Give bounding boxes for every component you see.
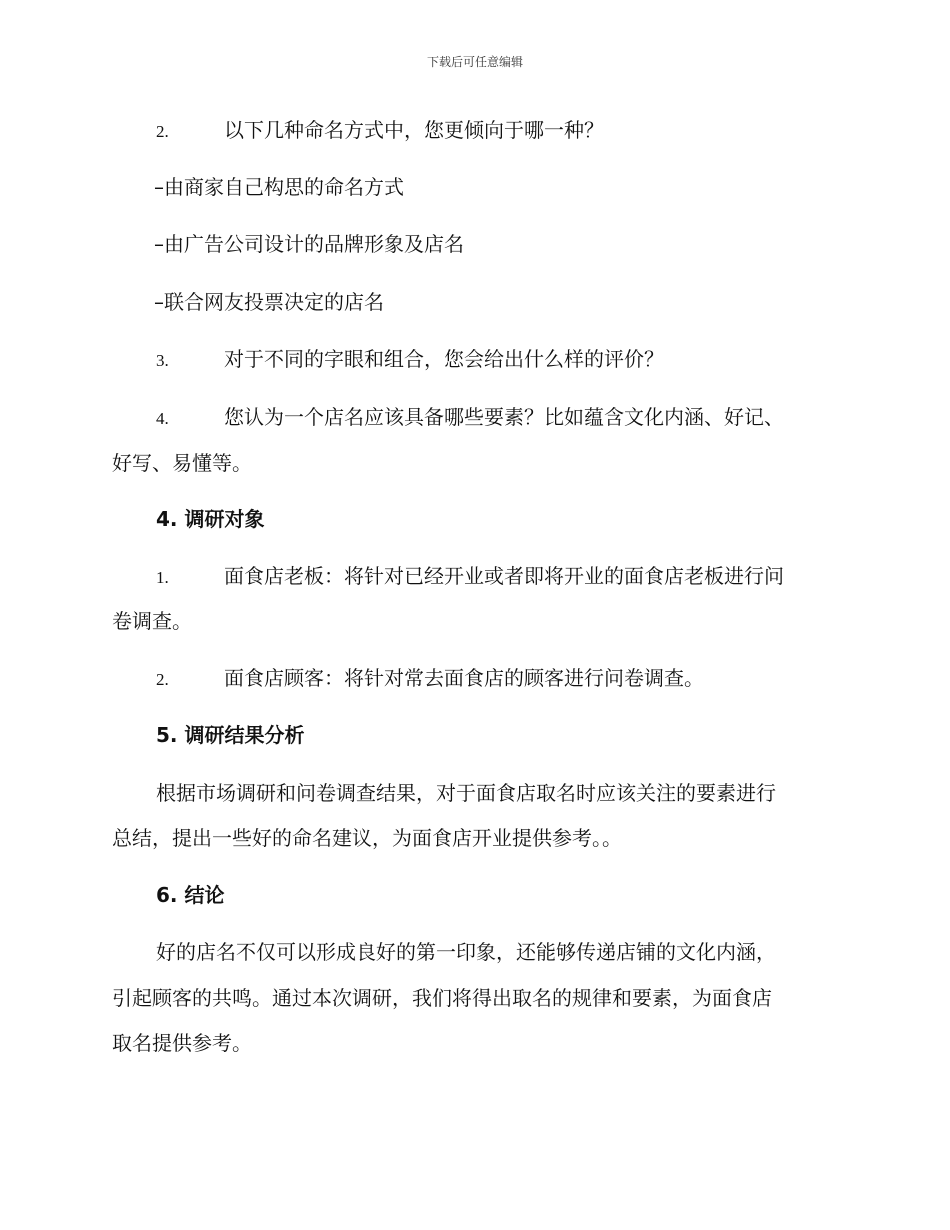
page-header: 下载后可任意编辑 [426, 55, 523, 69]
paragraph-line: 总结，提出一些好的命名建议，为面食店开业提供参考。。 [112, 826, 622, 850]
item-continuation: 卷调查。 [112, 609, 192, 633]
section-heading: 6. 结论 [156, 883, 225, 907]
question-item [156, 118, 604, 144]
option-item: –由商家自己构思的命名方式 [154, 175, 404, 199]
question-text: 您认为一个店名应该具备哪些要素？比如蕴含文化内涵、好记、 [224, 405, 784, 429]
question-number: 4. [156, 409, 169, 428]
item-number: 2. [156, 670, 169, 689]
option-item: –由广告公司设计的品牌形象及店名 [154, 232, 464, 256]
question-continuation: 好写、易懂等。 [112, 451, 252, 475]
item-number: 1. [156, 568, 169, 587]
list-item [156, 666, 704, 692]
question-text: 以下几种命名方式中，您更倾向于哪一种？ [224, 118, 604, 142]
question-item [156, 405, 784, 431]
paragraph-line: 根据市场调研和问卷调查结果，对于面食店取名时应该关注的要素进行 [156, 781, 776, 805]
section-heading: 4. 调研对象 [156, 507, 265, 531]
question-text: 对于不同的字眼和组合，您会给出什么样的评价？ [224, 347, 664, 371]
option-item: –联合网友投票决定的店名 [154, 290, 384, 314]
item-text: 面食店老板：将针对已经开业或者即将开业的面食店老板进行问 [224, 564, 784, 588]
paragraph-line: 好的店名不仅可以形成良好的第一印象，还能够传递店铺的文化内涵， [156, 940, 776, 964]
item-text: 面食店顾客：将针对常去面食店的顾客进行问卷调查。 [224, 666, 704, 690]
question-item [156, 347, 664, 373]
question-number: 3. [156, 351, 169, 370]
paragraph-line: 取名提供参考。 [112, 1031, 252, 1055]
question-number: 2. [156, 122, 169, 141]
list-item [156, 564, 784, 590]
section-heading: 5. 调研结果分析 [156, 723, 305, 747]
paragraph-line: 引起顾客的共鸣。通过本次调研，我们将得出取名的规律和要素，为面食店 [112, 986, 772, 1010]
